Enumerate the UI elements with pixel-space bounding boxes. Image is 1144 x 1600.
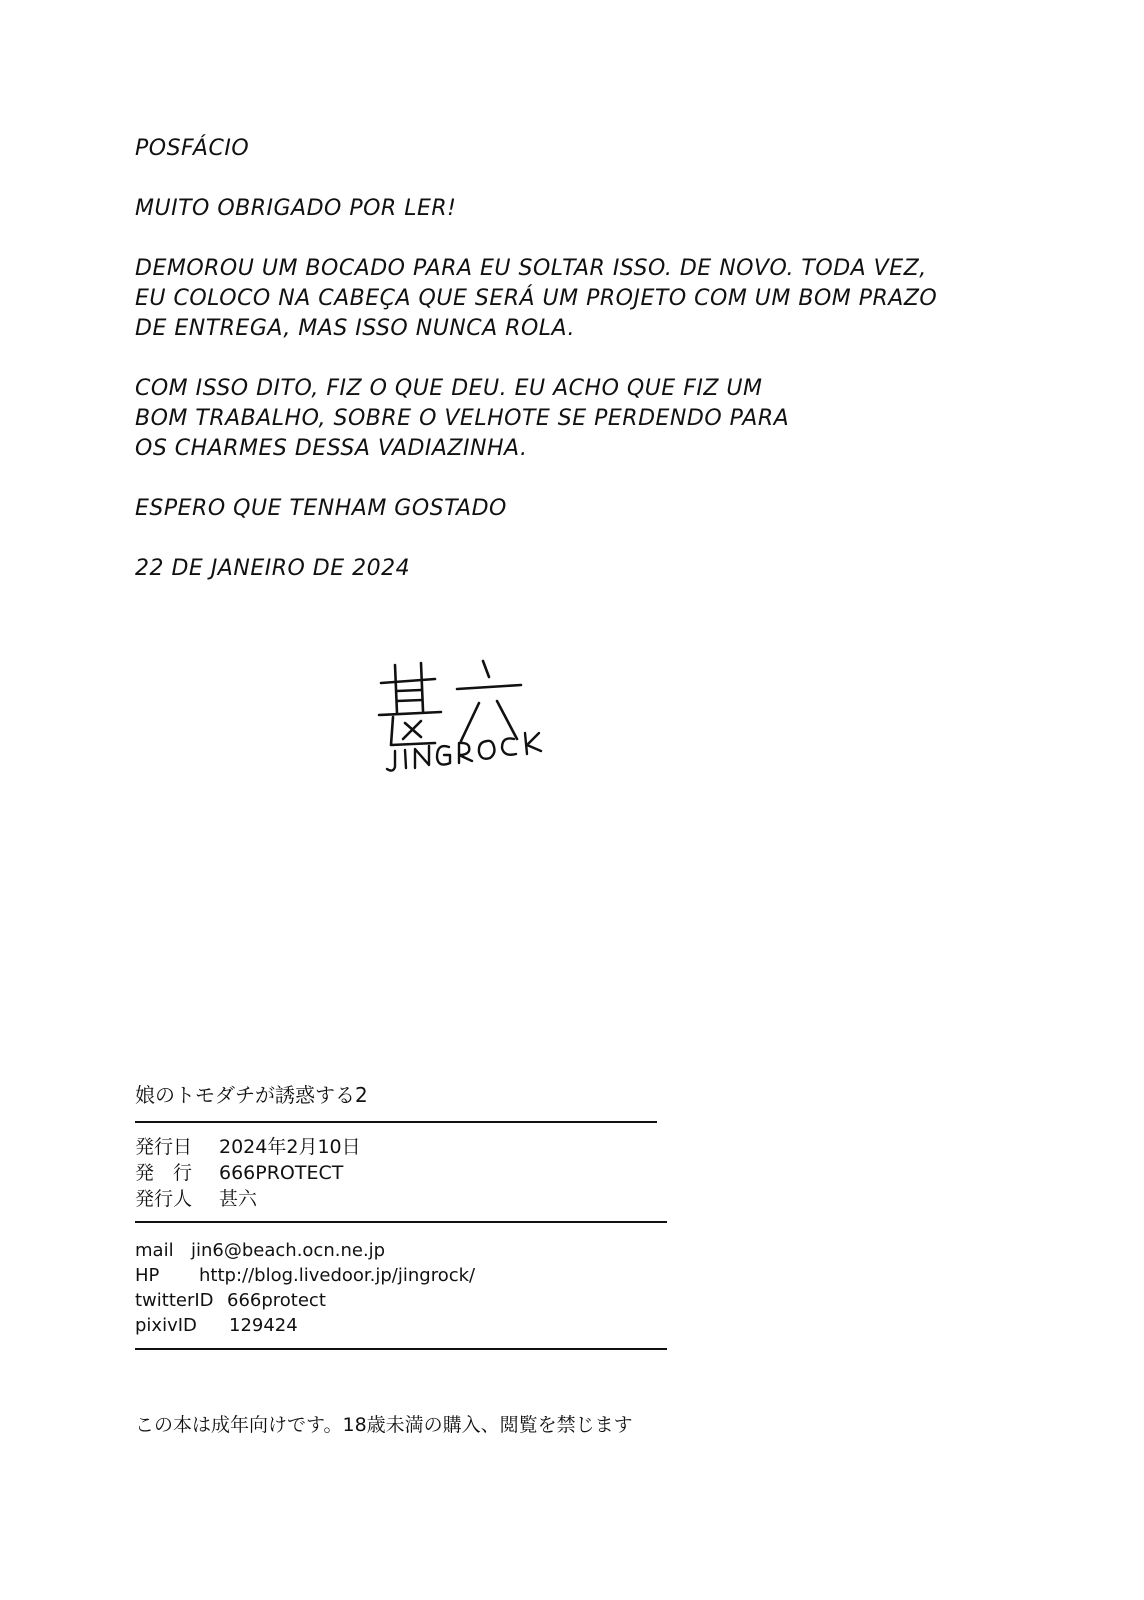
homepage-label: HP	[135, 1265, 160, 1286]
publisher-label: 発 行	[135, 1162, 193, 1184]
mail-label: mail	[135, 1240, 174, 1261]
divider	[135, 1221, 667, 1223]
afterword-paragraph-2: COM ISSO DITO, FIZ O QUE DEU. EU ACHO QUE FIZ UM BOM TRABALHO, SOBRE O VELHOTE SE PERDENDO PARA OS CHARMES DESSA VADIAZINHA.	[135, 376, 790, 461]
divider	[135, 1348, 667, 1350]
afterword-closing: ESPERO QUE TENHAM GOSTADO	[135, 496, 507, 521]
issuer-label: 発行人	[135, 1188, 193, 1210]
publication-row	[135, 1160, 361, 1186]
publication-info	[135, 1134, 361, 1212]
handwritten-signature	[375, 655, 595, 775]
book-title: 娘のトモダチが誘惑する2	[135, 1083, 368, 1107]
afterword-date: 22 DE JANEIRO DE 2024	[135, 556, 411, 581]
colophon	[135, 1080, 695, 1336]
issuer-value: 甚六	[219, 1188, 258, 1210]
twitter-value: 666protect	[227, 1290, 326, 1311]
contact-row	[135, 1313, 475, 1338]
afterword	[135, 134, 1015, 614]
afterword-thanks: MUITO OBRIGADO POR LER!	[135, 196, 457, 221]
afterword-paragraph-1: DEMOROU UM BOCADO PARA EU SOLTAR ISSO. DE NOVO. TODA VEZ, EU COLOCO NA CABEÇA QUE SERÁ UM PROJETO COM UM BOM PRAZO DE ENTREGA, MAS ISSO NUNCA ROLA.	[135, 256, 938, 341]
publisher-value: 666PROTECT	[219, 1162, 344, 1184]
contact-row	[135, 1238, 475, 1263]
afterword-heading: POSFÁCIO	[135, 136, 250, 161]
contact-info	[135, 1238, 475, 1338]
pixiv-value: 129424	[229, 1315, 298, 1336]
twitter-label: twitterID	[135, 1290, 214, 1311]
publication-date-label: 発行日	[135, 1136, 193, 1158]
divider	[135, 1121, 657, 1123]
publication-row	[135, 1186, 361, 1212]
contact-row	[135, 1288, 475, 1313]
contact-row	[135, 1263, 475, 1288]
publication-date-value: 2024年2月10日	[219, 1136, 361, 1158]
publication-row	[135, 1134, 361, 1160]
age-restriction-notice: この本は成年向けです。18歳未満の購入、閲覧を禁じます	[135, 1414, 633, 1436]
mail-value: jin6@beach.ocn.ne.jp	[191, 1240, 386, 1261]
homepage-value: http://blog.livedoor.jp/jingrock/	[199, 1265, 476, 1286]
pixiv-label: pixivID	[135, 1315, 197, 1336]
